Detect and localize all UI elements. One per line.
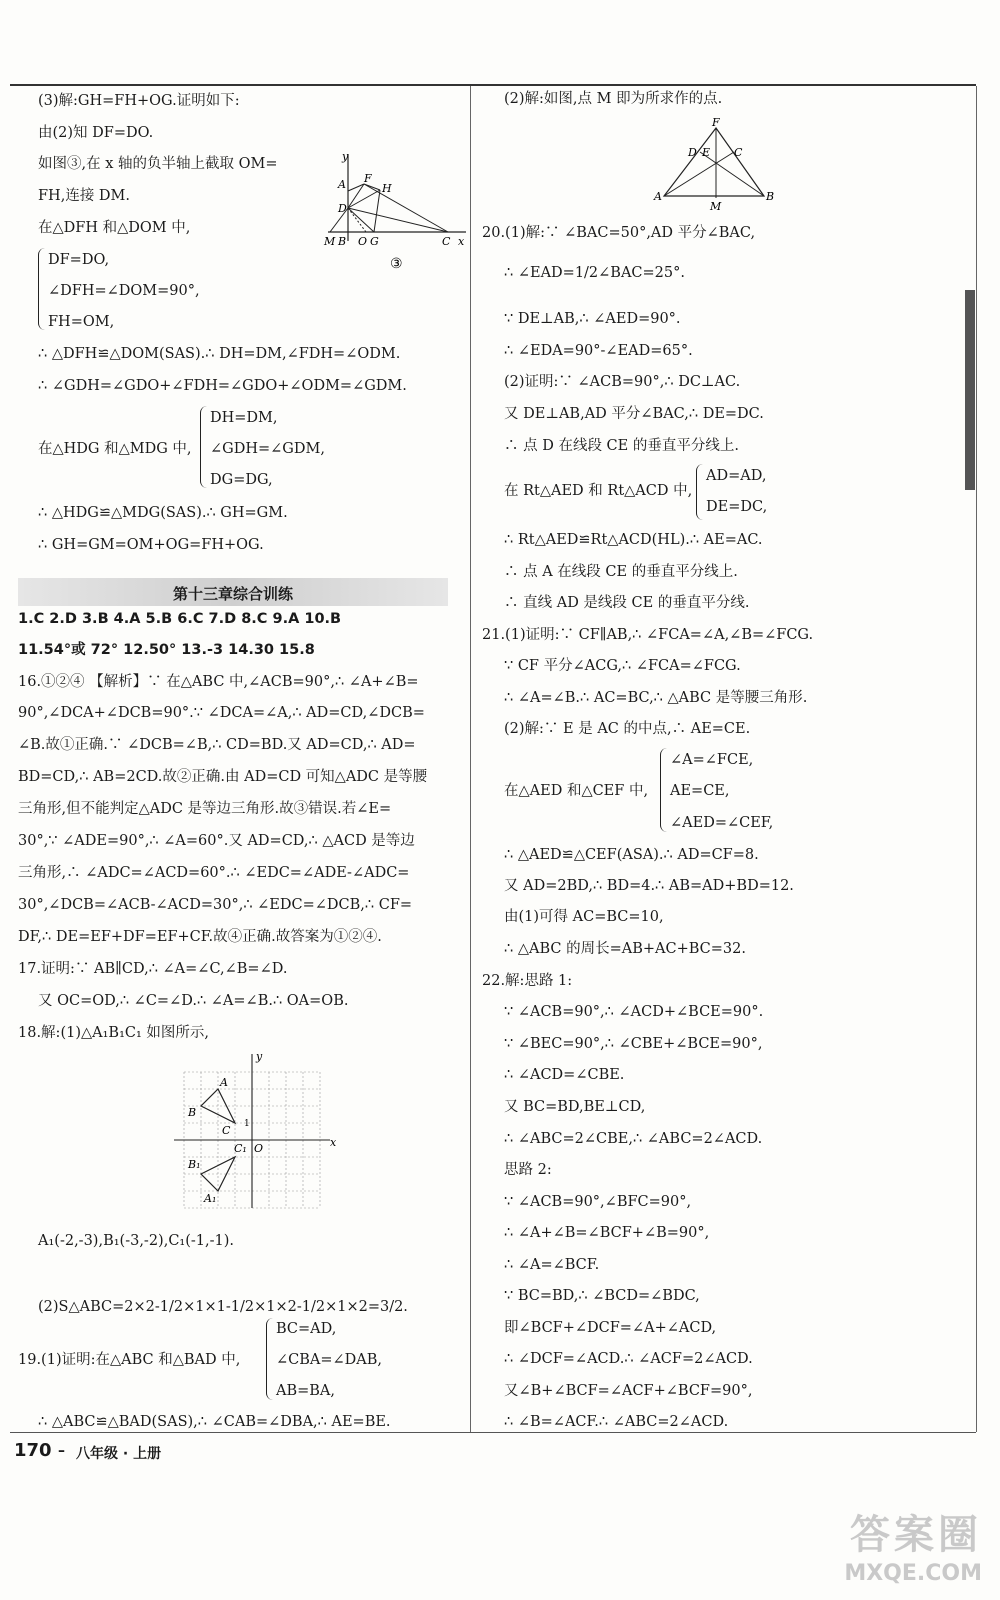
text-line: ∴ ∠ABC=2∠CBE,∴ ∠ABC=2∠ACD.: [504, 1131, 763, 1147]
text-line: ∴ Rt△AED≌Rt△ACD(HL).∴ AE=AC.: [504, 532, 763, 548]
q16-line: 16.①②④ 【解析】∵ 在△ABC 中,∠ACB=90°,∴ ∠A+∠B=: [18, 674, 419, 690]
svg-text:M: M: [324, 235, 336, 248]
text-line: FH=OM,: [48, 314, 115, 330]
bottom-rule: [10, 1432, 976, 1433]
svg-text:A₁: A₁: [204, 1192, 217, 1205]
figure-3: [318, 146, 470, 274]
q16-line: 30°,∵ ∠ADE=90°,∴ ∠A=60°.又 AD=CD,∴ △ACD 是等边: [18, 833, 415, 849]
svg-text:F: F: [712, 116, 720, 129]
text-line: 又 AD=2BD,∴ BD=4.∴ AB=AD+BD=12.: [504, 878, 794, 894]
svg-text:C₁: C₁: [234, 1142, 247, 1155]
text-line: DG=DG,: [210, 472, 273, 488]
svg-text:A: A: [338, 178, 346, 191]
text-line: FH,连接 DM.: [38, 188, 131, 204]
q19-line: AB=BA,: [276, 1383, 336, 1399]
column-divider: [470, 86, 471, 1432]
q16-line: 三角形,∴ ∠ADC=∠ACD=60°.∴ ∠EDC=∠ADE-∠ADC=: [18, 865, 410, 881]
text-line: 22.解:思路 1:: [482, 973, 573, 989]
svg-text:B: B: [766, 190, 775, 203]
text-line: ∴ ∠A+∠B=∠BCF+∠B=90°,: [504, 1225, 710, 1241]
svg-text:E: E: [702, 146, 711, 159]
q16-line: 30°,∠DCB=∠ACB-∠ACD=30°,∴ ∠EDC=∠DCB,∴ CF=: [18, 897, 413, 913]
q19-line: ∠CBA=∠DAB,: [276, 1352, 383, 1368]
watermark-url: MXQE.COM: [844, 1561, 982, 1586]
brace: [696, 464, 703, 520]
svg-text:C: C: [222, 1124, 231, 1137]
svg-text:F: F: [364, 172, 372, 185]
q19-line: 19.(1)证明:在△ABC 和△BAD 中,: [18, 1352, 241, 1368]
svg-text:B: B: [338, 235, 347, 248]
svg-text:y: y: [256, 1050, 263, 1063]
q16-line: 三角形,但不能判定△ADC 是等边三角形.故③错误.若∠E=: [18, 801, 392, 817]
q16-line: BD=CD,∴ AB=2CD.故②正确.由 AD=CD 可知△ADC 是等腰: [18, 769, 428, 785]
text-line: ∵ CF 平分∠ACG,∴ ∠FCA=∠FCG.: [504, 658, 741, 674]
text-line: ∴ △HDG≌△MDG(SAS).∴ GH=GM.: [38, 505, 288, 521]
text-line: 又∠B+∠BCF=∠ACF+∠BCF=90°,: [504, 1383, 753, 1399]
text-line: ∠DFH=∠DOM=90°,: [48, 283, 200, 299]
text-line: ∴ ∠B=∠ACF.∴ ∠ABC=2∠ACD.: [504, 1414, 729, 1430]
text-line: ∴ △AED≌△CEF(ASA).∴ AD=CF=8.: [504, 847, 759, 863]
text-line: 在△HDG 和△MDG 中,: [38, 441, 192, 457]
text-line: ∵ DE⊥AB,∴ ∠AED=90°.: [504, 311, 681, 327]
text-line: ∴ 直线 AD 是线段 CE 的垂直平分线.: [504, 595, 750, 611]
svg-text:H: H: [382, 182, 392, 195]
svg-text:A: A: [220, 1076, 228, 1089]
grid-figure: [170, 1050, 342, 1212]
q17-line: 又 OC=OD,∴ ∠C=∠D.∴ ∠A=∠B.∴ OA=OB.: [38, 993, 349, 1009]
text-line: 思路 2:: [504, 1162, 552, 1178]
text-line: ∠AED=∠CEF,: [670, 815, 774, 831]
text-line: ∵ ∠BEC=90°,∴ ∠CBE+∠BCE=90°,: [504, 1036, 763, 1052]
text-line: (2)解:∵ E 是 AC 的中点,∴ AE=CE.: [504, 721, 751, 737]
svg-text:G: G: [370, 235, 379, 248]
text-line: 又 DE⊥AB,AD 平分∠BAC,∴ DE=DC.: [504, 406, 764, 422]
right-border: [976, 86, 977, 1432]
text-line: ∴ ∠EDA=90°-∠EAD=65°.: [504, 343, 693, 359]
text-line: ∴ △DFH≌△DOM(SAS).∴ DH=DM,∠FDH=∠ODM.: [38, 346, 401, 362]
answers-row-2: 11.54°或 72° 12.50° 13.-3 14.30 15.8: [18, 642, 315, 658]
brace: [266, 1318, 273, 1400]
text-line: ∠GDH=∠GDM,: [210, 441, 325, 457]
edge-mark: [965, 290, 975, 490]
text-line: AD=AD,: [706, 468, 767, 484]
footer-dash: –: [58, 1443, 65, 1459]
q18-coords: A₁(-2,-3),B₁(-3,-2),C₁(-1,-1).: [38, 1233, 235, 1249]
svg-text:x: x: [458, 235, 465, 248]
text-line: 由(2)知 DF=DO.: [38, 125, 154, 141]
page-number: 170: [14, 1440, 52, 1461]
text-line: 20.(1)解:∵ ∠BAC=50°,AD 平分∠BAC,: [482, 225, 756, 241]
svg-text:A: A: [654, 190, 662, 203]
q16-line: 90°,∠DCA+∠DCB=90°.∵ ∠DCA=∠A,∴ AD=CD,∠DCB=: [18, 705, 425, 721]
section-title: 第十三章综合训练: [172, 585, 293, 603]
text-line: 如图③,在 x 轴的负半轴上截取 OM=: [38, 156, 278, 172]
text-line: ∵ BC=BD,∴ ∠BCD=∠BDC,: [504, 1288, 700, 1304]
text-line: ∴ ∠GDH=∠GDO+∠FDH=∠GDO+∠ODM=∠GDM.: [38, 378, 407, 394]
q16-line: DF,∴ DE=EF+DF=EF+CF.故④正确.故答案为①②④.: [18, 929, 382, 945]
text-line: (2)证明:∵ ∠ACB=90°,∴ DC⊥AC.: [504, 374, 741, 390]
text-line: 由(1)可得 AC=BC=10,: [504, 909, 664, 925]
label: y: [342, 150, 349, 163]
q19-line: ∴ △ABC≌△BAD(SAS),∴ ∠CAB=∠DBA,∴ AE=BE.: [38, 1414, 391, 1430]
text-line: 又 BC=BD,BE⊥CD,: [504, 1099, 646, 1115]
top-rule: [10, 84, 976, 86]
text-line: DE=DC,: [706, 499, 768, 515]
svg-text:O: O: [358, 235, 368, 248]
text-line: ∠A=∠FCE,: [670, 752, 754, 768]
section-title-bar: [18, 578, 448, 606]
text-line: DF=DO,: [48, 252, 110, 268]
q19-line: BC=AD,: [276, 1321, 337, 1337]
text-line: 21.(1)证明:∵ CF∥AB,∴ ∠FCA=∠A,∠B=∠FCG.: [482, 627, 814, 643]
q17-line: 17.证明:∵ AB∥CD,∴ ∠A=∠C,∠B=∠D.: [18, 961, 288, 977]
text-line: ∵ ∠ACB=90°,∠BFC=90°,: [504, 1194, 692, 1210]
q16-line: ∠B.故①正确.∵ ∠DCB=∠B,∴ CD=BD.又 AD=CD,∴ AD=: [18, 737, 416, 753]
svg-text:C: C: [442, 235, 451, 248]
text-line: ∴ ∠A=∠B.∴ AC=BC,∴ △ABC 是等腰三角形.: [504, 690, 808, 706]
svg-text:③: ③: [390, 256, 403, 272]
q18-intro: 18.解:(1)△A₁B₁C₁ 如图所示,: [18, 1025, 210, 1041]
svg-text:M: M: [710, 200, 722, 212]
brace: [200, 406, 207, 488]
svg-text:D: D: [338, 202, 347, 215]
text-line: ∴ GH=GM=OM+OG=FH+OG.: [38, 537, 264, 553]
svg-text:O: O: [254, 1142, 264, 1155]
svg-text:B₁: B₁: [188, 1158, 201, 1171]
text-line: ∴ ∠DCF=∠ACD.∴ ∠ACF=2∠ACD.: [504, 1351, 753, 1367]
q18-area: (2)S△ABC=2×2-1/2×1×1-1/2×1×2-1/2×1×2=3/2.: [38, 1299, 408, 1315]
text-line: 即∠BCF+∠DCF=∠A+∠ACD,: [504, 1320, 717, 1336]
svg-text:x: x: [330, 1136, 337, 1149]
svg-text:C: C: [734, 146, 743, 159]
text-line: ∴ ∠EAD=1/2∠BAC=25°.: [504, 265, 685, 281]
footer-grade: 八年级 · 上册: [76, 1446, 162, 1462]
text-line: DH=DM,: [210, 410, 278, 426]
text-line: 在△DFH 和△DOM 中,: [38, 220, 191, 236]
text-line: ∴ 点 D 在线段 CE 的垂直平分线上.: [504, 438, 739, 454]
text-line: 在 Rt△AED 和 Rt△ACD 中,: [504, 483, 693, 499]
watermark-logo: 答案圈: [850, 1512, 982, 1558]
text-line: 在△AED 和△CEF 中,: [504, 783, 649, 799]
text-line: ∵ ∠ACB=90°,∴ ∠ACD+∠BCE=90°.: [504, 1004, 764, 1020]
svg-text:B: B: [188, 1106, 197, 1119]
text-line: ∴ ∠A=∠BCF.: [504, 1257, 600, 1273]
text-line: ∴ △ABC 的周长=AB+AC+BC=32.: [504, 941, 746, 957]
text-line: AE=CE,: [670, 783, 730, 799]
brace: [38, 248, 45, 330]
text-line: ∴ 点 A 在线段 CE 的垂直平分线上.: [504, 564, 738, 580]
answers-row-1: 1.C 2.D 3.B 4.A 5.B 6.C 7.D 8.C 9.A 10.B: [18, 611, 342, 627]
text-line: (2)解:如图,点 M 即为所求作的点.: [504, 91, 723, 107]
triangle-figure: [652, 116, 782, 212]
brace: [660, 748, 667, 832]
svg-text:D: D: [688, 146, 697, 159]
text-line: ∴ ∠ACD=∠CBE.: [504, 1067, 625, 1083]
svg-text:1: 1: [244, 1119, 250, 1129]
text-line: (3)解:GH=FH+OG.证明如下:: [38, 93, 240, 109]
